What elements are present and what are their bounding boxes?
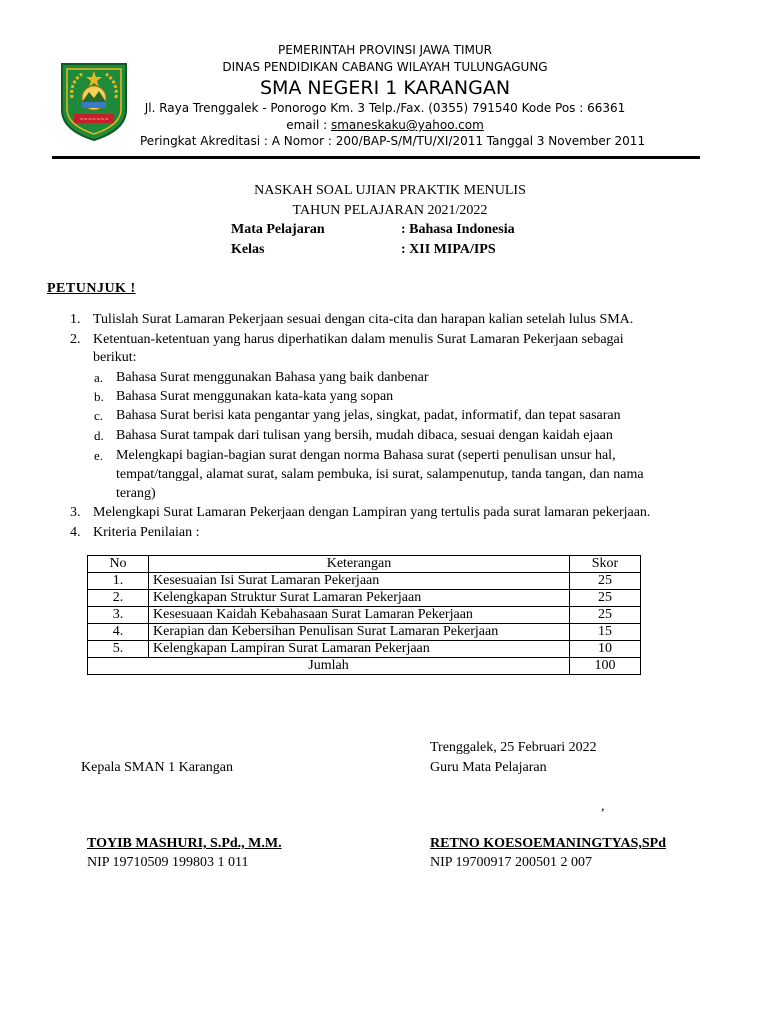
instructions-heading: PETUNJUK ! — [47, 281, 136, 296]
class-value: : XII MIPA/IPS — [401, 242, 496, 257]
row-score: 25 — [570, 607, 641, 624]
sub-item-letter: c. — [94, 408, 104, 423]
instruction-2-cont: berikut: — [93, 350, 137, 365]
row-number: 1. — [88, 573, 149, 590]
row-number: 2. — [88, 590, 149, 607]
principal-role: Kepala SMAN 1 Karangan — [81, 760, 234, 775]
teacher-role: Guru Mata Pelajaran — [430, 760, 547, 775]
class-row — [231, 242, 496, 258]
table-row — [88, 590, 641, 607]
letterhead-accreditation: Peringkat Akreditasi : A Nomor : 200/BAP-S/M/TU/XI/2011 Tanggal 3 November 2011 — [140, 134, 646, 148]
row-score: 25 — [570, 590, 641, 607]
sub-item-a: Bahasa Surat menggunakan Bahasa yang baik danbenar — [116, 370, 429, 385]
sub-item-letter: e. — [94, 448, 104, 463]
row-description: Kelengkapan Struktur Surat Lamaran Pekerjaan — [149, 590, 570, 607]
item-number: 2. — [70, 332, 81, 347]
item-number: 1. — [70, 312, 81, 327]
row-description: Kesesuaan Kaidah Kebahasaan Surat Lamaran Pekerjaan — [149, 607, 570, 624]
table-row — [88, 573, 641, 590]
item-number: 3. — [70, 505, 81, 520]
east-java-coat-of-arms-icon — [58, 58, 130, 142]
table-total-row — [88, 658, 641, 675]
row-description: Kelengkapan Lampiran Surat Lamaran Pekerjaan — [149, 641, 570, 658]
principal-name: TOYIB MASHURI, S.Pd., M.M. — [87, 836, 282, 851]
total-score: 100 — [570, 658, 641, 675]
row-number: 5. — [88, 641, 149, 658]
criteria-table — [87, 555, 641, 675]
instruction-3: Melengkapi Surat Lamaran Pekerjaan dengan Lampiran yang tertulis pada surat lamaran pekerjaan. — [93, 505, 651, 520]
table-header-row — [88, 556, 641, 573]
principal-nip: NIP 19710509 199803 1 011 — [87, 855, 249, 870]
letterhead-government: PEMERINTAH PROVINSI JAWA TIMUR — [277, 43, 492, 57]
sub-item-b: Bahasa Surat menggunakan kata-kata yang sopan — [116, 389, 394, 404]
letterhead-email-line — [140, 118, 630, 132]
subject-row — [231, 222, 515, 238]
svg-text:~~~~~~~: ~~~~~~~ — [79, 117, 109, 123]
class-label: Kelas — [231, 242, 265, 257]
sub-item-e-cont: tempat/tanggal, alamat surat, salam pembuka, isi surat, salampenutup, tanda tangan, dan nama — [116, 467, 644, 482]
table-row — [88, 641, 641, 658]
instruction-1: Tulislah Surat Lamaran Pekerjaan sesuai dengan cita-cita dan harapan kalian setelah lulus SMA. — [93, 312, 634, 327]
item-number: 4. — [70, 525, 81, 540]
row-number: 3. — [88, 607, 149, 624]
letterhead-office: DINAS PENDIDIKAN CABANG WILAYAH TULUNGAGUNG — [222, 60, 548, 74]
column-header-score: Skor — [570, 556, 641, 573]
total-label: Jumlah — [88, 658, 570, 675]
row-score: 25 — [570, 573, 641, 590]
sub-item-d: Bahasa Surat tampak dari tulisan yang bersih, mudah dibaca, sesuai dengan kaidah ejaan — [116, 428, 613, 443]
instruction-4: Kriteria Penilaian : — [93, 525, 200, 540]
row-description: Kesesuaian Isi Surat Lamaran Pekerjaan — [149, 573, 570, 590]
exam-title: NASKAH SOAL UJIAN PRAKTIK MENULIS — [254, 183, 526, 198]
place-date: Trenggalek, 25 Februari 2022 — [430, 740, 597, 755]
row-score: 10 — [570, 641, 641, 658]
sub-item-c: Bahasa Surat berisi kata pengantar yang jelas, singkat, padat, informatif, dan tepat sasaran — [116, 408, 621, 423]
stray-comma: , — [601, 799, 605, 814]
column-header-description: Keterangan — [149, 556, 570, 573]
sub-item-letter: d. — [94, 428, 104, 443]
letterhead-divider — [52, 156, 700, 159]
sub-item-e: Melengkapi bagian-bagian surat dengan norma Bahasa surat (seperti penulisan unsur hal, — [116, 448, 616, 463]
teacher-name: RETNO KOESOEMANINGTYAS,SPd — [430, 836, 666, 851]
academic-year: TAHUN PELAJARAN 2021/2022 — [292, 203, 488, 218]
email-link[interactable]: smaneskaku@yahoo.com — [330, 118, 484, 132]
table-row — [88, 607, 641, 624]
letterhead-school-name: SMA NEGERI 1 KARANGAN — [259, 77, 511, 99]
row-description: Kerapian dan Kebersihan Penulisan Surat Lamaran Pekerjaan — [149, 624, 570, 641]
table-row — [88, 624, 641, 641]
sub-item-e-cont: terang) — [116, 486, 156, 501]
teacher-nip: NIP 19700917 200501 2 007 — [430, 855, 593, 870]
row-number: 4. — [88, 624, 149, 641]
sub-item-letter: b. — [94, 389, 104, 404]
instruction-2: Ketentuan-ketentuan yang harus diperhatikan dalam menulis Surat Lamaran Pekerjaan sebagai — [93, 332, 624, 347]
letterhead-address: Jl. Raya Trenggalek - Ponorogo Km. 3 Telp./Fax. (0355) 791540 Kode Pos : 66361 — [144, 101, 626, 115]
sub-item-letter: a. — [94, 370, 104, 385]
subject-label: Mata Pelajaran — [231, 222, 325, 237]
email-label: email : — [286, 118, 331, 132]
row-score: 15 — [570, 624, 641, 641]
column-header-no: No — [88, 556, 149, 573]
subject-value: : Bahasa Indonesia — [401, 222, 515, 237]
